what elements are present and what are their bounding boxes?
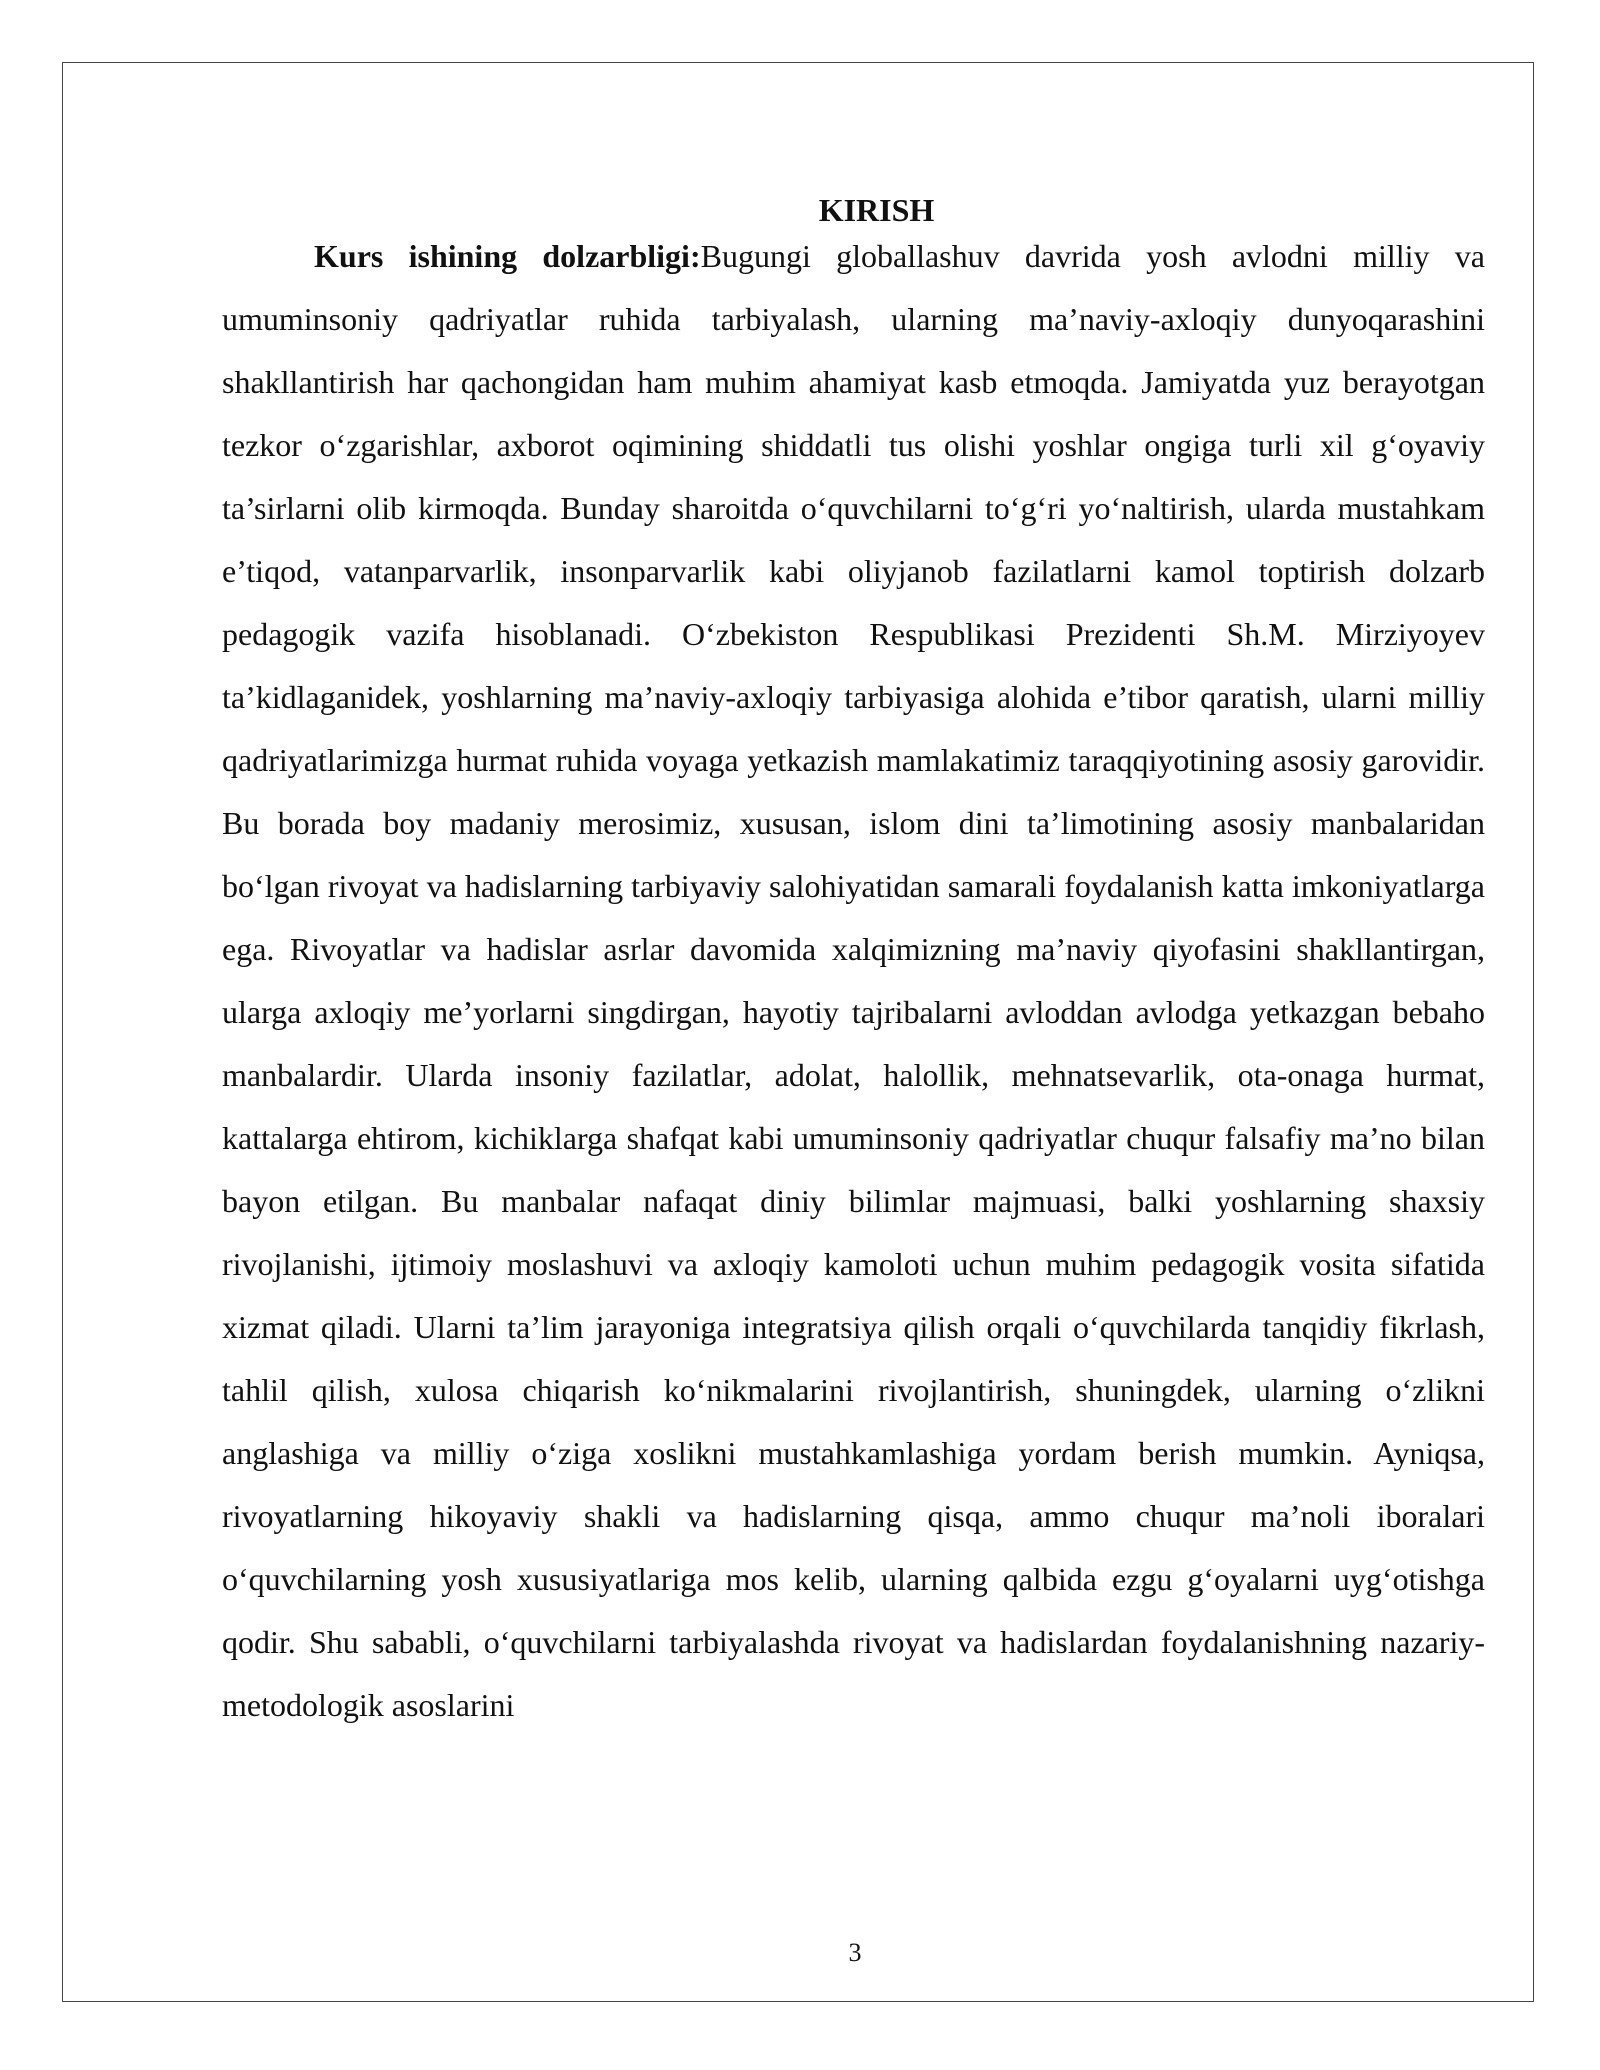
body-paragraph: [222, 225, 1485, 1737]
page-number: 3: [848, 1938, 862, 1967]
paragraph-text: Bugungi globallashuv davrida yosh avlodni milliy va umuminsoniy qadriyatlar ruhida tarbiyalash, ularning ma’naviy-axloqiy dunyoqarashini shakllantirish har qachongidan ham muhim ahamiyat kasb etmoqda. Jamiyatda yuz berayotgan tezkor o‘zgarishlar, axborot oqimining shiddatli tus olishi yoshlar ongiga turli xil g‘oyaviy ta’sirlarni olib kirmoqda. Bunday sharoitda o‘quvchilarni to‘g‘ri yo‘naltirish, ularda mustahkam e’tiqod, vatanparvarlik, insonparvarlik kabi oliyjanob fazilatlarni kamol toptirish dolzarb pedagogik vazifa hisoblanadi. O‘zbekiston Respublikasi Prezidenti Sh.M. Mirziyoyev ta’kidlaganidek, yoshlarning ma’naviy-axloqiy tarbiyasiga alohida e’tibor qaratish, ularni milliy qadriyatlarimizga hurmat ruhida voyaga yetkazish mamlakatimiz taraqqiyotining asosiy garovidir. Bu borada boy madaniy merosimiz, xususan, islom dini ta’limotining asosiy manbalaridan bo‘lgan rivoyat va hadislarning tarbiyaviy salohiyatidan samarali foydalanish katta imkoniyatlarga ega. Rivoyatlar va hadislar asrlar davomida xalqimizning ma’naviy qiyofasini shakllantirgan, ularga axloqiy me’yorlarni singdirgan, hayotiy tajribalarni avloddan avlodga yetkazgan bebaho manbalardir. Ularda insoniy fazilatlar, adolat, halollik, mehnatsevarlik, ota-onaga hurmat, kattalarga ehtirom, kichiklarga shafqat kabi umuminsoniy qadriyatlar chuqur falsafiy ma’no bilan bayon etilgan. Bu manbalar nafaqat diniy bilimlar majmuasi, balki yoshlarning shaxsiy rivojlanishi, ijtimoiy moslashuvi va axloqiy kamoloti uchun muhim pedagogik vosita sifatida xizmat qiladi. Ularni ta’lim jarayoniga integratsiya qilish orqali o‘quvchilarda tanqidiy fikrlash, tahlil qilish, xulosa chiqarish ko‘nikmalarini rivojlantirish, shuningdek, ularning o‘zlikni anglashiga va milliy o‘ziga xoslikni mustahkamlashiga yordam berish mumkin. Ayniqsa, rivoyatlarning hikoyaviy shakli va hadislarning qisqa, ammo chuqur ma’noli iboralari o‘quvchilarning yosh xususiyatlariga mos kelib, ularning qalbida ezgu g‘oyalarni uyg‘otishga qodir. Shu sababli, o‘quvchilarni tarbiyalashda rivoyat va hadislardan foydalanishning nazariy-metodologik asoslarini: [222, 238, 1486, 1723]
document-content: [222, 180, 1485, 1737]
lead-heading: Kurs ishining dolzarbligi:: [314, 238, 701, 274]
section-title: KIRISH: [818, 192, 935, 228]
